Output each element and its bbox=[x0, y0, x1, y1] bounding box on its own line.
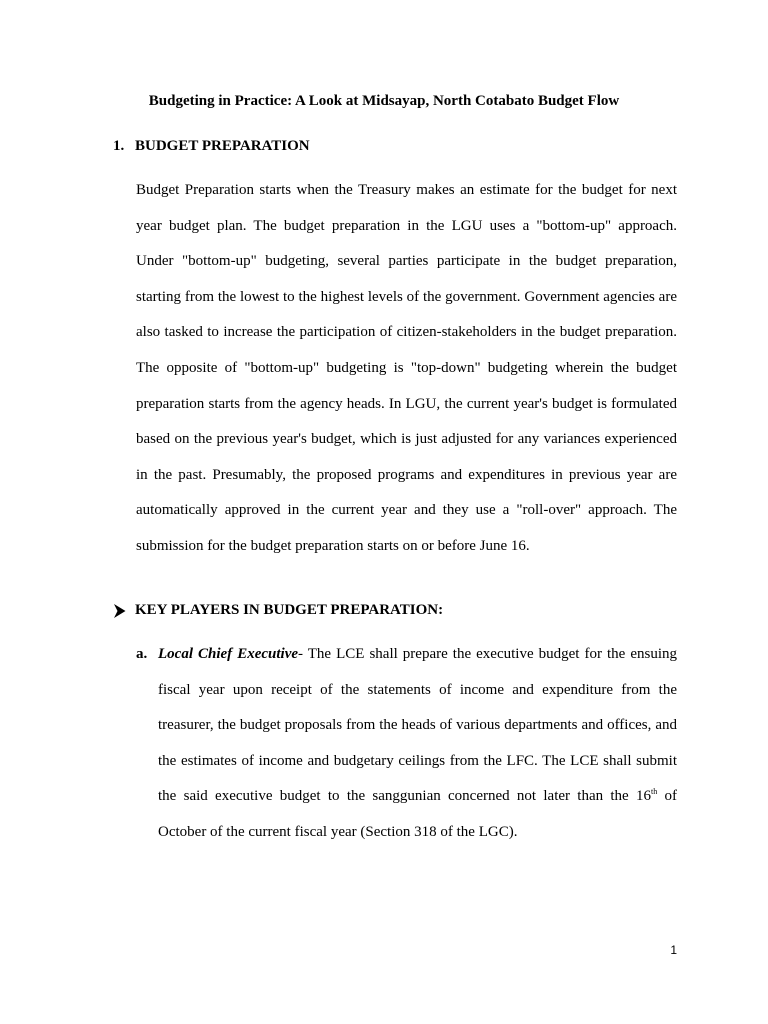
list-item-term: Local Chief Executive bbox=[158, 646, 299, 662]
section-heading bbox=[113, 138, 310, 155]
budget-preparation-paragraph: Budget Preparation starts when the Treasury makes an estimate for the budget for next year budget plan. The budget preparation in the LGU uses a "bottom-up" approach. Under "bottom-up" budgeting, several parties participate in the budget preparation, starting from the lowest to the highest levels of the government. Government agencies are also tasked to increase the participation of citizen-stakeholders in the budget preparation. The opposite of "bottom-up" budgeting is "top-down" budgeting wherein the budget preparation starts from the agency heads. In LGU, the current year's budget is formulated based on the previous year's budget, which is just adjusted for any variances experienced in the past. Presumably, the proposed programs and expenditures in previous year are automatically approved in the current year and they use a "roll-over" approach. The submission for the budget preparation starts on or before June 16. bbox=[136, 182, 677, 554]
arrow-bullet-icon bbox=[113, 604, 135, 618]
list-item-body: - The LCE shall prepare the executive budget for the ensuing fiscal year upon receipt of the statements of income and expenditure from the treasurer, the budget proposals from the heads of various departments and offices, and the estimates of income and budgetary ceilings from the LFC. The LCE shall submit the said executive budget to the sanggunian concerned not later than the 16 bbox=[158, 646, 677, 805]
key-players-heading bbox=[113, 602, 443, 619]
list-item-letter: a. bbox=[136, 646, 148, 662]
list-item-text bbox=[158, 637, 677, 851]
list-item-body-end: of October of the current fiscal year (Section 318 of the LGC). bbox=[158, 788, 677, 840]
section-title: BUDGET PREPARATION bbox=[135, 138, 310, 154]
section-number: 1. bbox=[113, 138, 125, 154]
key-players-title: KEY PLAYERS IN BUDGET PREPARATION: bbox=[135, 602, 444, 618]
page-number: 1 bbox=[670, 943, 677, 957]
list-item bbox=[136, 637, 677, 851]
document-title: Budgeting in Practice: A Look at Midsayap, North Cotabato Budget Flow bbox=[148, 93, 620, 109]
ordinal-superscript: th bbox=[650, 787, 658, 797]
